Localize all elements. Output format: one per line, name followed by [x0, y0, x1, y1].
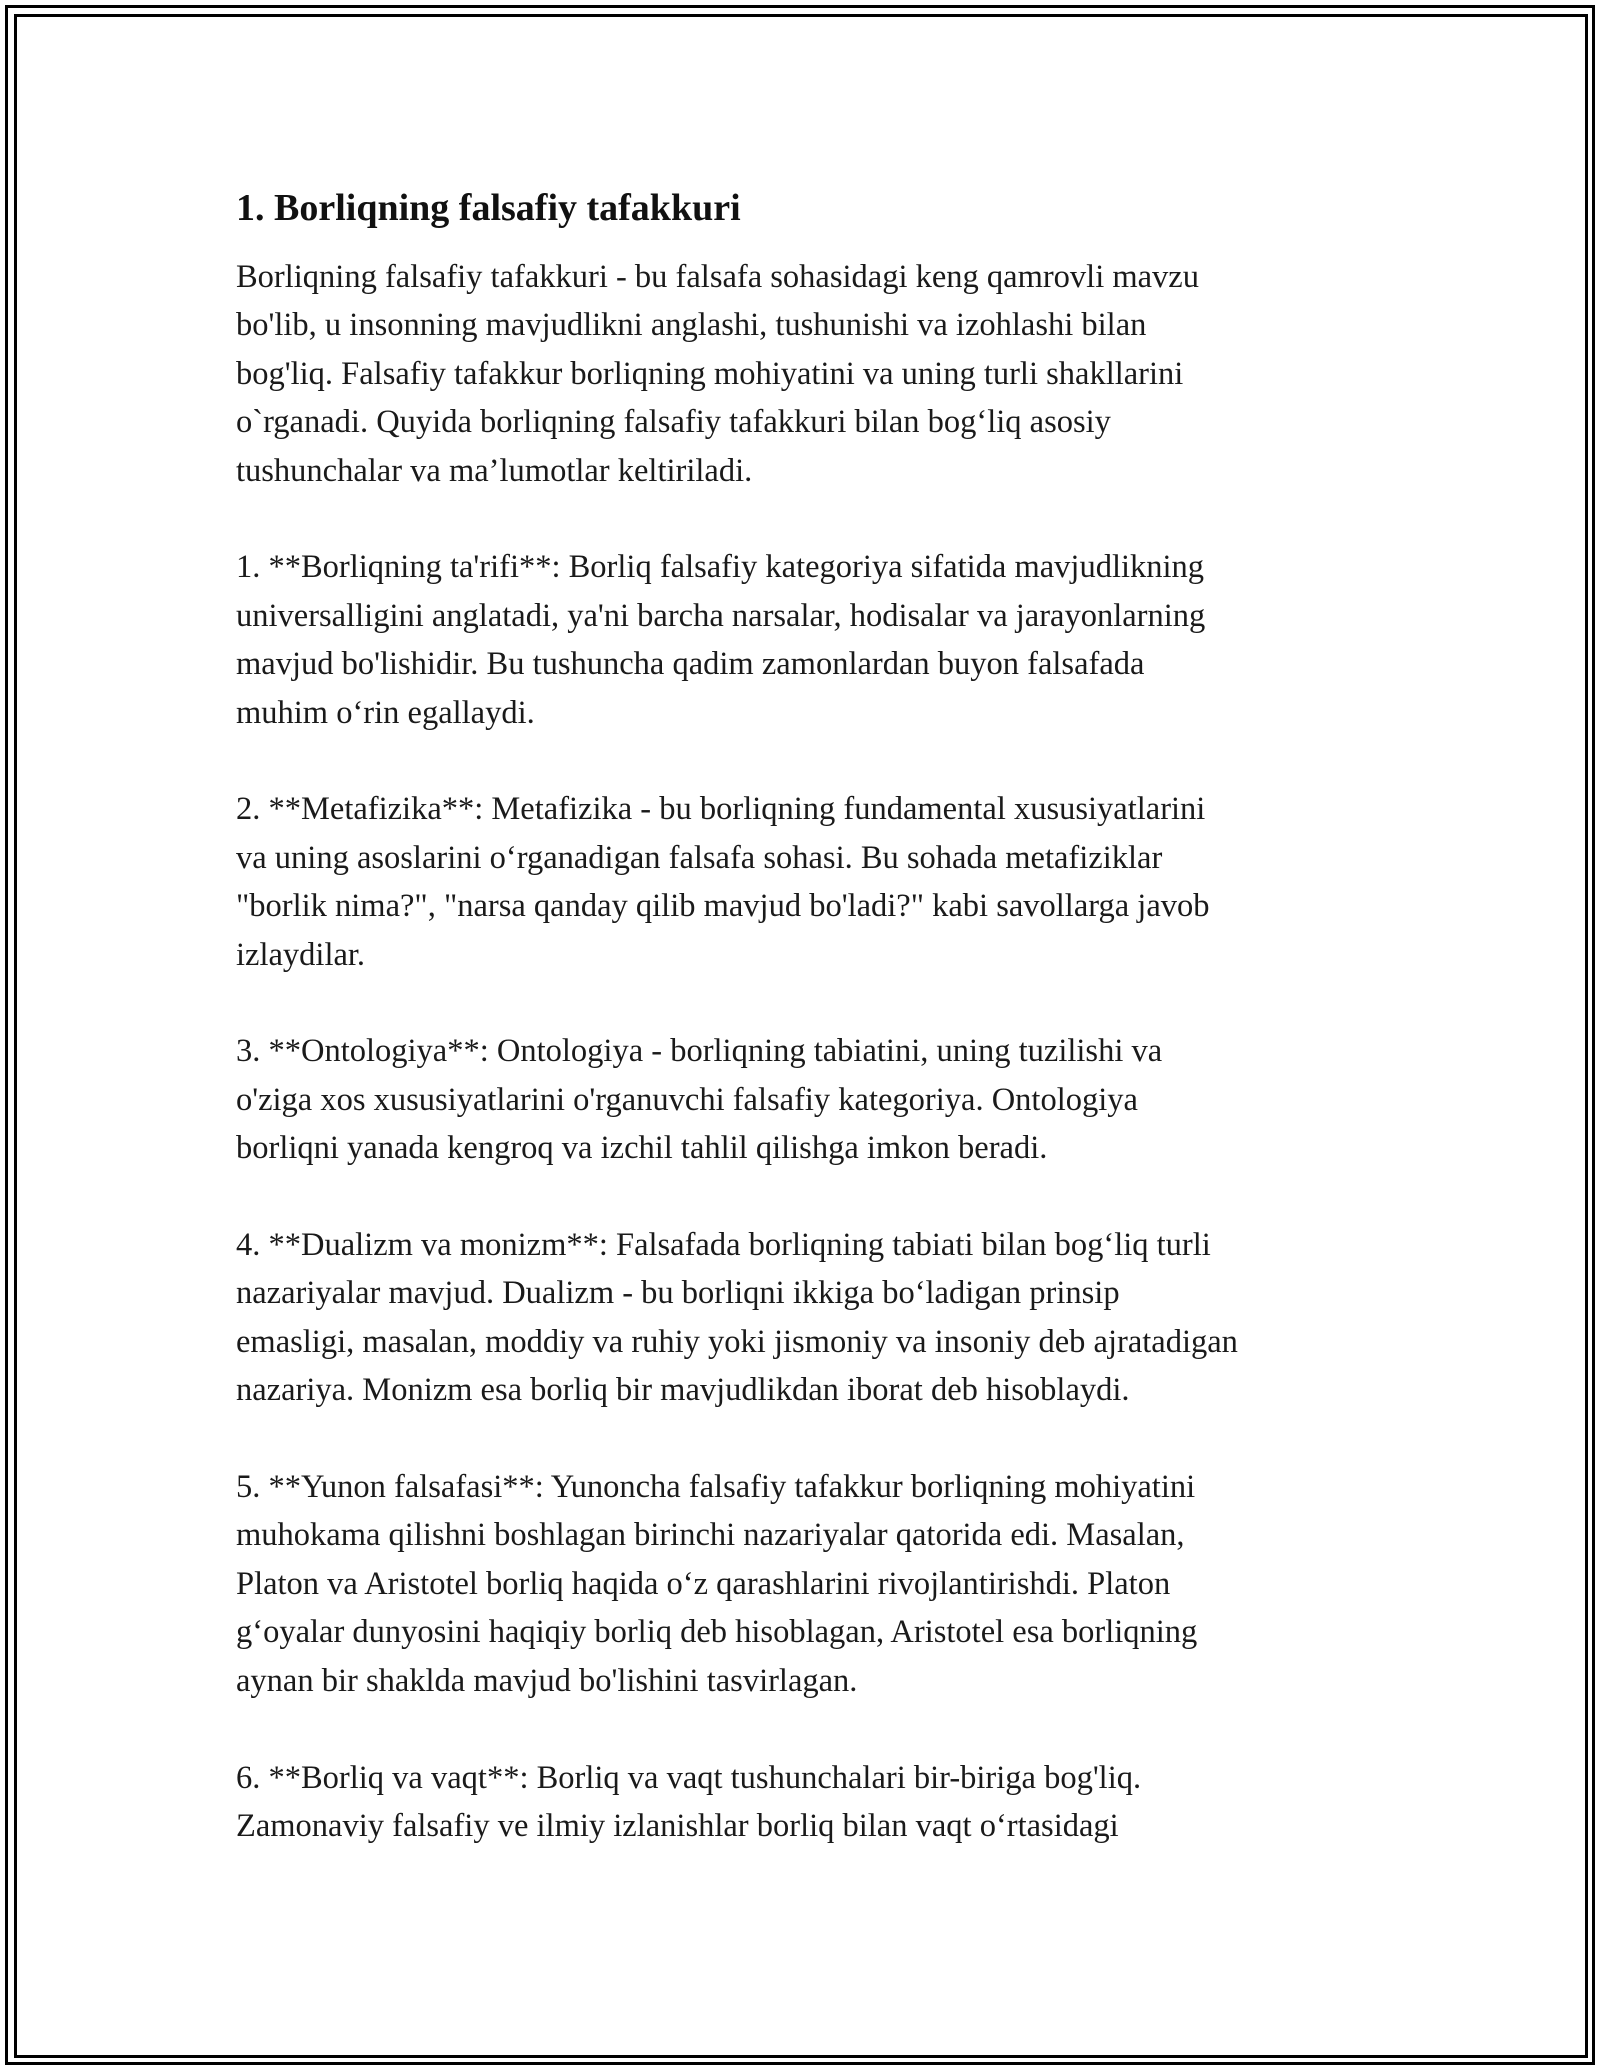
text-line: emasligi, masalan, moddiy va ruhiy yoki jismoniy va insoniy deb ajratadigan — [236, 1323, 1238, 1360]
text-line: muhim o‘rin egallaydi. — [236, 694, 535, 731]
text-line: 1. **Borliqning ta'rifi**: Borliq falsafiy kategoriya sifatida mavjudlikning — [236, 549, 1205, 586]
text-line: borliqni yanada kengroq va izchil tahlil qilishga imkon beradi. — [236, 1130, 1048, 1167]
list-item-1-paragraph — [236, 543, 1386, 737]
text-line: aynan bir shaklda mavjud bo'lishini tasvirlagan. — [236, 1662, 858, 1699]
text-line: nazariyalar mavjud. Dualizm - bu borliqni ikkiga bo‘ladigan prinsip — [236, 1275, 1120, 1312]
list-item-2-paragraph — [236, 785, 1386, 979]
text-line: o`rganadi. Quyida borliqning falsafiy tafakkuri bilan bog‘liq asosiy — [236, 404, 1111, 441]
text-line: o'ziga xos xususiyatlarini o'rganuvchi falsafiy kategoriya. Ontologiya — [236, 1081, 1138, 1118]
text-line: Borliqning falsafiy tafakkuri - bu falsafa sohasidagi keng qamrovli mavzu — [236, 259, 1199, 295]
list-item-6-paragraph — [236, 1754, 1386, 1851]
list-item-5-paragraph — [236, 1463, 1386, 1705]
text-line: mavjud bo'lishidir. Bu tushuncha qadim zamonlardan buyon falsafada — [236, 646, 1145, 683]
text-line: bog'liq. Falsafiy tafakkur borliqning mohiyatini va uning turli shakllarini — [236, 355, 1184, 392]
text-line: Platon va Aristotel borliq haqida o‘z qarashlarini rivojlantirishdi. Platon — [236, 1565, 1171, 1602]
text-line: tushunchalar va ma’lumotlar keltiriladi. — [236, 452, 753, 489]
list-item-3-paragraph — [236, 1027, 1386, 1172]
intro-paragraph — [236, 253, 1386, 495]
text-line: 3. **Ontologiya**: Ontologiya - borliqning tabiatini, uning tuzilishi va — [236, 1033, 1163, 1070]
section-heading: 1. Borliqning falsafiy tafakkuri — [236, 187, 741, 229]
list-item-4-paragraph — [236, 1221, 1386, 1415]
text-line: 6. **Borliq va vaqt**: Borliq va vaqt tushunchalari bir-biriga bog'liq. — [236, 1759, 1142, 1796]
text-line: g‘oyalar dunyosini haqiqiy borliq deb hisoblagan, Aristotel esa borliqning — [236, 1614, 1198, 1651]
text-line: 2. **Metafizika**: Metafizika - bu borliqning fundamental xususiyatlarini — [236, 791, 1206, 828]
text-line: nazariya. Monizm esa borliq bir mavjudlikdan iborat deb hisoblaydi. — [236, 1372, 1130, 1409]
text-line: va uning asoslarini o‘rganadigan falsafa sohasi. Bu sohada metafiziklar — [236, 839, 1163, 876]
text-line: 4. **Dualizm va monizm**: Falsafada borliqning tabiati bilan bog‘liq turli — [236, 1227, 1211, 1264]
text-line: muhokama qilishni boshlagan birinchi nazariyalar qatorida edi. Masalan, — [236, 1517, 1185, 1554]
text-line: izlaydilar. — [236, 936, 366, 973]
text-line: "borlik nima?", "narsa qanday qilib mavjud bo'ladi?" kabi savollarga javob — [236, 888, 1210, 925]
text-line: Zamonaviy falsafiy ve ilmiy izlanishlar borliq bilan vaqt o‘rtasidagi — [236, 1807, 1119, 1844]
text-line: universalligini anglatadi, ya'ni barcha narsalar, hodisalar va jarayonlarning — [236, 597, 1206, 634]
document-body — [236, 183, 1386, 1899]
text-line: bo'lib, u insonning mavjudlikni anglashi, tushunishi va izohlashi bilan — [236, 307, 1147, 344]
text-line: 5. **Yunon falsafasi**: Yunoncha falsafiy tafakkur borliqning mohiyatini — [236, 1469, 1196, 1506]
